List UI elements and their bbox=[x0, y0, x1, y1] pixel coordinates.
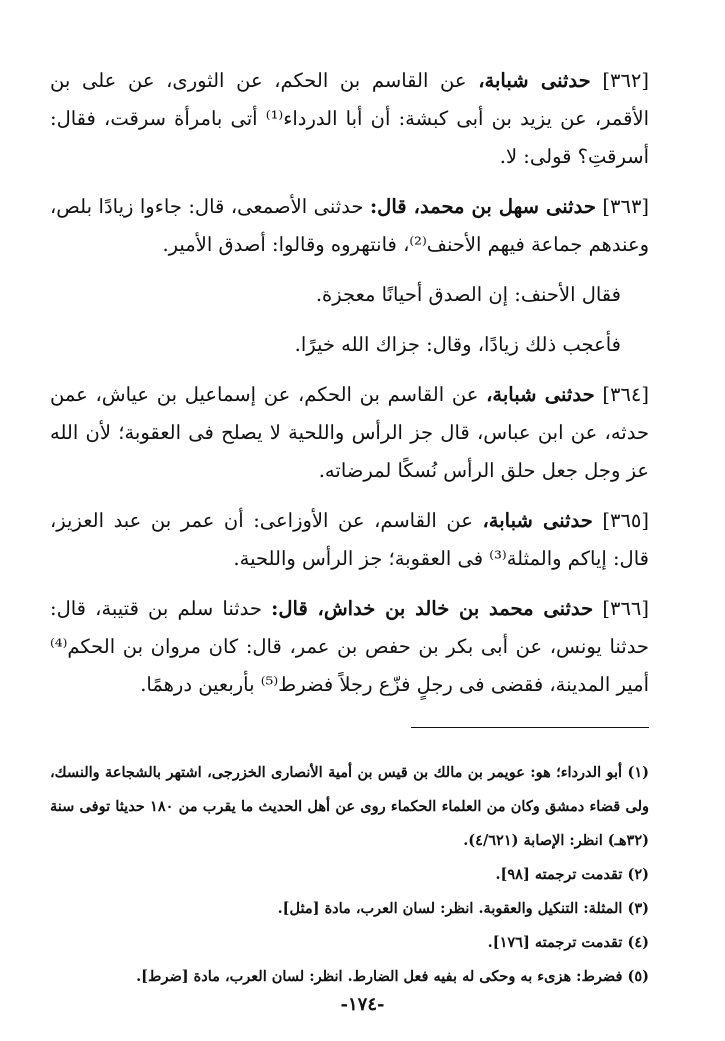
narrator-lead: حدثنى سهل بن محمد، قال: bbox=[369, 195, 596, 218]
narrator-lead: حدثنى محمد بن خالد بن خداش، قال: bbox=[271, 597, 594, 620]
paragraph-body: عن القاسم بن الحكم، عن الثورى، عن على بن الأقمر، عن يزيد بن أبى كبشة: أن أبا الدرداء⁽¹⁾ أتى بامرأة سرقت، فقال: أسرقتِ؟ قولى: لا. bbox=[50, 69, 650, 168]
footnote-3: (٣) المثلة: التنكيل والعقوبة. انظر: لسان العرب، مادة [مثل]. bbox=[277, 900, 649, 917]
paragraph-362 bbox=[50, 62, 649, 176]
paragraph-body: حدثنى الأصمعى، قال: جاءوا زيادًا بلص، وعندهم جماعة فيهم الأحنف⁽²⁾، فانتهروه وقالوا: أصدق الأمير. bbox=[50, 195, 649, 256]
footnotes bbox=[50, 756, 649, 994]
footnote-1: (١) أبو الدرداء؛ هو: عويمر بن مالك بن قيس بن أمية الأنصارى الخزرجى، اشتهر بالشجاعة والنسك، ولى قضاء دمشق وكان من العلماء الحكماء روى عن أهل الحديث ما يقرب من ١٨٠ حديثا توفى سنة (٣٢هـ) انظر: الإصابة (٤/٦٢١). bbox=[50, 764, 649, 849]
footnote-4: (٤) تقدمت ترجمته [١٧٦]. bbox=[487, 934, 649, 951]
narrator-lead: حدثنى شبابة، bbox=[478, 69, 591, 92]
main-text bbox=[50, 62, 649, 716]
paragraph-body: عن القاسم، عن الأوزاعى: أن عمر بن عبد العزيز، قال: إياكم والمثلة⁽³⁾ فى العقوبة؛ جز الرأس واللحية. bbox=[50, 509, 649, 570]
hadith-number: [٣٦٤] bbox=[602, 383, 649, 406]
hadith-number: [٣٦٣] bbox=[602, 195, 650, 218]
paragraph-body: حدثنا سلم بن قتيبة، قال: حدثنا يونس، عن أبى بكر بن حفص بن عمر، قال: كان مروان بن الحكم⁽⁴⁾ أمير المدينة، فقضى فى رجلٍ فزّع رجلاً فضرط⁽⁵⁾ بأربعين درهمًا. bbox=[50, 597, 649, 696]
paragraph-366 bbox=[50, 590, 649, 704]
paragraph-body: عن القاسم بن الحكم، عن إسماعيل بن عياش، عمن حدثه، عن ابن عباس، قال جز الرأس واللحية لا يصلح فى العقوبة؛ لأن الله عز وجل جعل حلق الرأس نُسكًا لمرضاته. bbox=[50, 383, 649, 482]
narrator-lead: حدثنى شبابة، bbox=[486, 383, 595, 406]
page-number: -١٧٤- bbox=[340, 994, 385, 1015]
paragraph-364 bbox=[50, 376, 649, 490]
paragraph-body: فأعجب ذلك زيادًا، وقال: جزاك الله خيرًا. bbox=[294, 333, 621, 356]
footnote-2: (٢) تقدمت ترجمته [٩٨]. bbox=[495, 866, 649, 883]
hadith-number: [٣٦٢] bbox=[602, 69, 650, 92]
hadith-number: [٣٦٥] bbox=[602, 509, 649, 532]
narrator-lead: حدثنى شبابة، bbox=[482, 509, 593, 532]
paragraph-363-continuation-1 bbox=[50, 276, 649, 314]
paragraph-363-continuation-2 bbox=[50, 326, 649, 364]
paragraph-363 bbox=[50, 188, 649, 264]
paragraph-body: فقال الأحنف: إن الصدق أحيانًا معجزة. bbox=[315, 283, 621, 306]
paragraph-365 bbox=[50, 502, 649, 578]
footnote-5: (٥) فضرط: هزىء به وحكى له بفيه فعل الضارط. انظر: لسان العرب، مادة [ضرط]. bbox=[136, 968, 649, 985]
footnote-divider bbox=[411, 727, 649, 728]
hadith-number: [٣٦٦] bbox=[602, 597, 650, 620]
